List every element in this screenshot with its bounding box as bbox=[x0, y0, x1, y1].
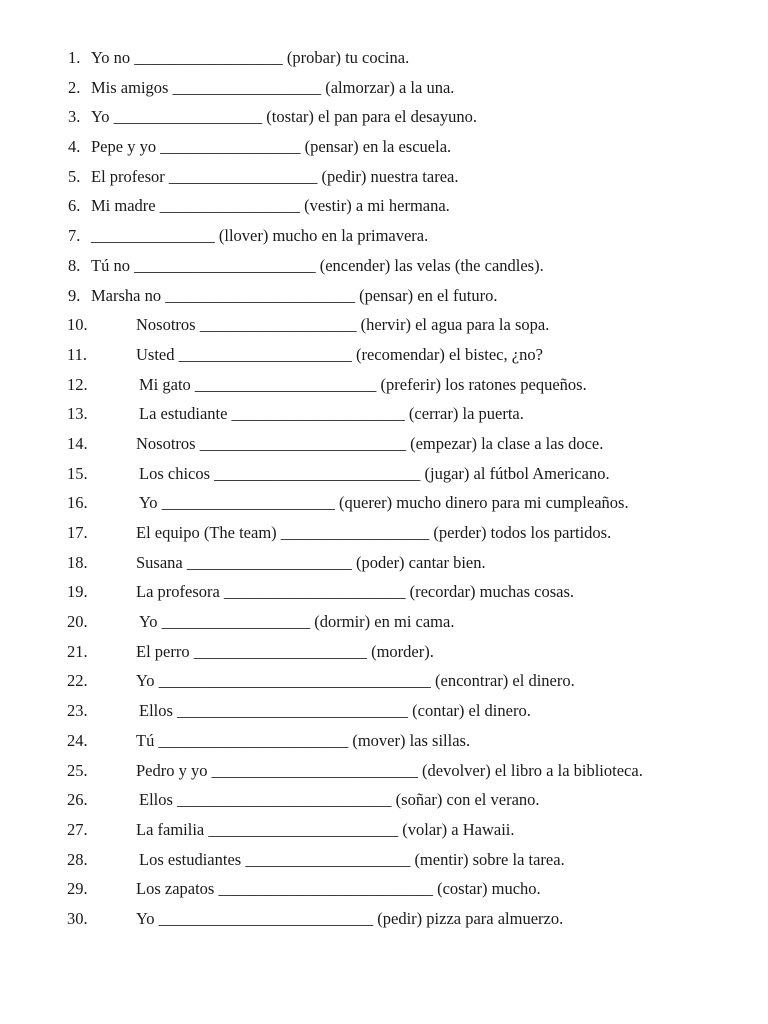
item-number: 25. bbox=[67, 760, 88, 780]
item-number: 24. bbox=[67, 730, 88, 750]
item-sentence: La estudiante _____________________ (cerrar) la puerta. bbox=[139, 404, 524, 424]
exercise-item-11 bbox=[0, 344, 768, 374]
item-sentence: La profesora ______________________ (recordar) muchas cosas. bbox=[136, 582, 575, 602]
item-sentence: Nosotros ___________________ (hervir) el agua para la sopa. bbox=[136, 315, 550, 335]
exercise-item-22 bbox=[0, 670, 768, 700]
item-number: 6. bbox=[68, 196, 81, 216]
item-sentence: Tú _______________________ (mover) las sillas. bbox=[136, 730, 471, 750]
item-sentence: Los estudiantes ____________________ (mentir) sobre la tarea. bbox=[139, 849, 565, 869]
exercise-item-7 bbox=[0, 225, 768, 255]
exercise-item-10 bbox=[0, 314, 768, 344]
item-number: 11. bbox=[67, 344, 88, 364]
item-number: 8. bbox=[68, 255, 81, 275]
item-sentence: Pepe y yo _________________ (pensar) en la escuela. bbox=[91, 137, 452, 157]
item-sentence: Mis amigos __________________ (almorzar) a la una. bbox=[91, 77, 455, 97]
item-sentence: Yo _____________________ (querer) mucho dinero para mi cumpleaños. bbox=[139, 493, 629, 513]
exercise-item-4 bbox=[0, 136, 768, 166]
exercise-item-27 bbox=[0, 819, 768, 849]
exercise-item-29 bbox=[0, 878, 768, 908]
exercise-item-19 bbox=[0, 581, 768, 611]
item-number: 28. bbox=[67, 849, 88, 869]
exercise-item-8 bbox=[0, 255, 768, 285]
item-number: 5. bbox=[68, 166, 81, 186]
item-sentence: Yo no __________________ (probar) tu cocina. bbox=[91, 48, 410, 67]
exercise-item-30 bbox=[0, 908, 768, 938]
exercise-item-2 bbox=[0, 77, 768, 107]
exercise-item-12 bbox=[0, 374, 768, 404]
exercise-item-1 bbox=[0, 47, 768, 77]
exercise-item-3 bbox=[0, 106, 768, 136]
exercise-item-6 bbox=[0, 195, 768, 225]
item-sentence: Yo _________________________________ (encontrar) el dinero. bbox=[136, 671, 575, 691]
item-sentence: Yo __________________________ (pedir) pizza para almuerzo. bbox=[136, 908, 564, 928]
item-number: 20. bbox=[67, 612, 88, 632]
item-sentence: Ellos ____________________________ (contar) el dinero. bbox=[139, 701, 531, 721]
exercise-item-25 bbox=[0, 760, 768, 790]
exercise-item-23 bbox=[0, 700, 768, 730]
item-number: 22. bbox=[67, 671, 88, 691]
exercise-item-21 bbox=[0, 641, 768, 671]
item-number: 12. bbox=[67, 374, 88, 394]
item-sentence: Mi gato ______________________ (preferir) los ratones pequeños. bbox=[139, 374, 587, 394]
exercise-item-5 bbox=[0, 166, 768, 196]
item-number: 1. bbox=[68, 48, 81, 67]
item-number: 26. bbox=[67, 790, 88, 810]
item-number: 9. bbox=[68, 285, 81, 305]
item-sentence: _______________ (llover) mucho en la primavera. bbox=[91, 226, 429, 246]
item-number: 17. bbox=[67, 523, 88, 542]
exercise-item-26 bbox=[0, 789, 768, 819]
item-sentence: Susana ____________________ (poder) cantar bien. bbox=[136, 552, 486, 572]
item-number: 4. bbox=[68, 137, 81, 157]
item-sentence: Nosotros _________________________ (empezar) la clase a las doce. bbox=[136, 433, 604, 453]
item-sentence: Mi madre _________________ (vestir) a mi hermana. bbox=[91, 196, 450, 216]
item-sentence: El profesor __________________ (pedir) nuestra tarea. bbox=[91, 166, 459, 186]
exercise-item-20 bbox=[0, 611, 768, 641]
item-number: 14. bbox=[67, 433, 88, 453]
exercise-item-16 bbox=[0, 492, 768, 522]
item-number: 23. bbox=[67, 701, 88, 721]
item-number: 13. bbox=[67, 404, 88, 424]
item-sentence: Pedro y yo _________________________ (devolver) el libro a la biblioteca. bbox=[136, 760, 643, 780]
item-sentence: Ellos __________________________ (soñar) con el verano. bbox=[139, 790, 540, 810]
item-number: 19. bbox=[67, 582, 88, 602]
exercise-item-18 bbox=[0, 552, 768, 582]
item-number: 16. bbox=[67, 493, 88, 513]
exercise-item-15 bbox=[0, 463, 768, 493]
worksheet bbox=[0, 47, 768, 938]
item-number: 15. bbox=[67, 463, 88, 483]
item-sentence: La familia _______________________ (volar) a Hawaii. bbox=[136, 819, 515, 839]
item-number: 18. bbox=[67, 552, 88, 572]
item-sentence: Marsha no _______________________ (pensar) en el futuro. bbox=[91, 285, 498, 305]
exercise-item-9 bbox=[0, 285, 768, 315]
item-sentence: El equipo (The team) __________________ (perder) todos los partidos. bbox=[136, 523, 612, 542]
item-number: 27. bbox=[67, 819, 88, 839]
item-number: 3. bbox=[68, 107, 81, 127]
item-number: 21. bbox=[67, 641, 88, 661]
item-number: 7. bbox=[68, 226, 81, 246]
item-sentence: Yo __________________ (tostar) el pan para el desayuno. bbox=[91, 107, 478, 127]
item-sentence: Los chicos _________________________ (jugar) al fútbol Americano. bbox=[139, 463, 610, 483]
exercise-item-24 bbox=[0, 730, 768, 760]
item-number: 30. bbox=[67, 908, 88, 928]
item-sentence: Yo __________________ (dormir) en mi cama. bbox=[139, 612, 455, 632]
item-number: 29. bbox=[67, 879, 88, 899]
exercise-item-14 bbox=[0, 433, 768, 463]
item-sentence: Los zapatos __________________________ (costar) mucho. bbox=[136, 879, 541, 899]
exercise-item-17 bbox=[0, 522, 768, 552]
item-sentence: El perro _____________________ (morder). bbox=[136, 641, 434, 661]
item-number: 2. bbox=[68, 77, 81, 97]
exercise-item-13 bbox=[0, 403, 768, 433]
item-number: 10. bbox=[67, 315, 88, 335]
item-sentence: Usted _____________________ (recomendar) el bistec, ¿no? bbox=[136, 344, 543, 364]
item-sentence: Tú no ______________________ (encender) las velas (the candles). bbox=[91, 255, 544, 275]
exercise-item-28 bbox=[0, 849, 768, 879]
